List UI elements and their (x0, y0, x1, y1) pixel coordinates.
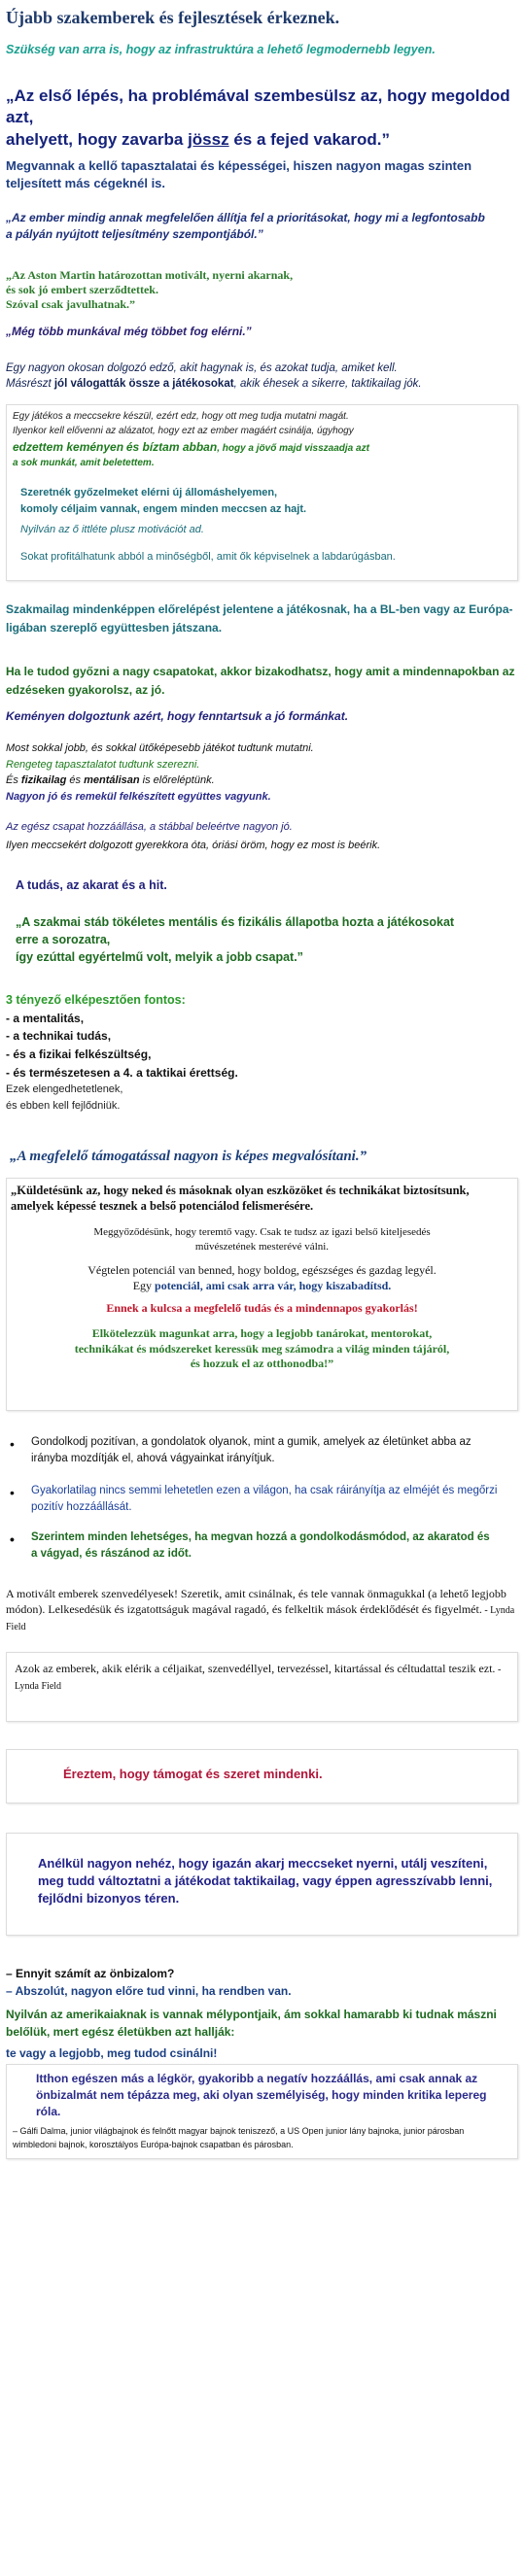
american-text: Nyilván az amerikaiaknak is vannak mélypontjaik, ám sokkal hamarabb ki tudnak mászni belőlük, mert egész életükben azt hallják: (6, 2008, 497, 2039)
quote-staff: „A szakmai stáb tökéletes mentális és fizikális állapotba hozta a játékosokat erre a sorozatra, így ezúttal egyértelmű volt, melyik a jobb csapat.” (16, 915, 455, 965)
quote-aston-martin: „Az Aston Martin határozottan motivált, nyerni akarnak, és sok jó embert szerződtettek. Szóval csak javulhatnak.” (6, 268, 294, 311)
better-game-text: Most sokkal jobb, és sokkal ütőképesebb játékot tudtunk mutatni. Rengeteg tapasztalatot tudtunk szerezni. És fizikailag és mentálisan is előreléptünk. Nagyon jó és remekül felkészített együttes vagyunk. (6, 742, 314, 803)
home-box: Itthon egészen más a légkör, gyakoribb a negatív hozzáállás, ami csak annak az önbizalmát nem tépázza meg, aki olyan személyiség, hogy minden kritika lepereg róla. – Gálfi Dalma, junior világbajnok és felnőtt magyar bajnok teniszező, a US Open junior lány bajnoka, junior párosban wimbledoni bajnok, korosztályos Európa-bajnok csapatban és párosban. (6, 2064, 518, 2159)
experience-text: Megvannak a kellő tapasztalatai és képességei, hiszen nagyon magas szinten teljesített más cégeknél is. (6, 158, 472, 190)
bullet-item: • Gondolkodj pozitívan, a gondolatok olyanok, mint a gumik, amelyek az életünket abba az irányba mozdítják el, ahová vágyainkat irányítjuk. (31, 1434, 498, 1466)
quote-more-work: „Még több munkával még többet fog elérni.” (6, 325, 252, 338)
coach-text: Egy nagyon okosan dolgozó edző, akit hagynak is, és azokat tudja, amiket kell. Másrészt jól válogatták össze a játékosokat, akik éhesek a sikerre, taktikailag jók. (6, 362, 422, 390)
progress-text: Szakmailag mindenképpen előrelépést jelentene a játékosnak, ha a BL-ben vagy az Európa-ligában szereplő együttesben játszana. (6, 602, 513, 635)
page-title: Újabb szakemberek és fejlesztések érkeznek. (6, 8, 340, 27)
quote-support: „A megfelelő támogatással nagyon is képes megvalósítani.” (10, 1149, 367, 1164)
support-box: Éreztem, hogy támogat és szeret mindenki. (6, 1749, 518, 1803)
confidence-dialog: – Ennyit számít az önbizalom? – Abszolút, nagyon előre tud vinni, ha rendben van. (6, 1967, 292, 1998)
attitude-text: Az egész csapat hozzáállása, a stábbal beleértve nagyon jó. Ilyen meccsekért dolgozott gyerekkora óta, óriási öröm, hogy ez most is beérik. (6, 821, 381, 851)
quote-box: Egy játékos a meccsekre készül, ezért edz, hogy ott meg tudja mutatni magát. Ilyenkor kell elővenni az alázatot, hogy ezt az ember magáért csinálja, úgyhogy edzettem keményen és bíztam abban, hogy a jövő majd visszaadja azt a sok munkát, amit beletettem. Szeretnék győzelmeket elérni új állomáshelyemen, komoly céljaim vannak, engem minden meccsen az hajt. Nyilván az ő ittléte plusz motivációt ad. Sokat profitálhatunk abból a minőségből, amit ők képviselnek a labdarúgásban. (6, 404, 518, 581)
knowledge-text: A tudás, az akarat és a hit. (16, 878, 167, 892)
factors-section: 3 tényező elképesztően fontos: - a mentalitás, - a technikai tudás, - és a fizikai felkészültség, - és természetesen a 4. a taktikai érettség. Ezek elengedhetetlenek, és ebben kell fejlődniük. (6, 993, 238, 1113)
hard-box: Anélkül nagyon nehéz, hogy igazán akarj meccseket nyerni, utálj veszíteni, meg tudd változtatni a játékodat taktikailag, vagy éppen agresszívabb lenni, fejlődni bizonyos téren. (6, 1833, 518, 1936)
lynda-field-box: Azok az emberek, akik elérik a céljaikat, szenvedéllyel, tervezéssel, kitartással és céltudattal teszik ezt. - Lynda Field (6, 1652, 518, 1722)
hard-work-text: Keményen dolgoztunk azért, hogy fenntartsuk a jó formánkat. (6, 709, 349, 723)
subtitle: Szükség van arra is, hogy az infrastruktúra a lehető legmodernebb legyen. (6, 43, 436, 56)
quote-priorities: „Az ember mindig annak megfelelően állítja fel a prioritásokat, hogy mi a legfontosabb a pályán nyújtott teljesítmény szempontjából.” (6, 211, 485, 241)
best-text: te vagy a legjobb, meg tudod csinálni! (6, 2046, 218, 2060)
beat-big-teams-text: Ha le tudod győzni a nagy csapatokat, akkor bizakodhatsz, hogy amit a mindennapokban az edzéseken gyakorolsz, az jó. (6, 665, 515, 697)
lynda-field-quote-1: A motivált emberek szenvedélyesek! Szeretik, amit csinálnak, és tele vannak önmagukkal (a lehető legjobb módon). Lelkesedésük és izgatottságuk magával ragadó, és felkeltik mások érdeklődését és figyelmét. - Lynda Field (6, 1587, 515, 1632)
quote-first-step: „Az első lépés, ha problémával szembesülsz az, hogy megoldod azt, ahelyett, hogy zavarba jössz és a fejed vakarod.” (6, 86, 510, 149)
bullet-item: • Szerintem minden lehetséges, ha megvan hozzá a gondolkodásmódod, az akaratod és a vágyad, és rászánod az időt. (31, 1529, 498, 1562)
bullet-item: • Gyakorlatilag nincs semmi lehetetlen ezen a világon, ha csak ráirányítja az elméjét és megőrzi pozitív hozzáállását. (31, 1483, 498, 1515)
mission-box: „Küldetésünk az, hogy neked és másoknak olyan eszközöket és technikákat biztosítsunk, amelyek képessé tesznek a belső potenciálod felismerésére. Meggyőződésünk, hogy teremtő vagy. Csak te tudsz az igazi belső kiteljesedés művészetének mesterévé válni. Végtelen potenciál van benned, hogy boldog, egészséges és gazdag legyél. Egy potenciál, ami csak arra vár, hogy kiszabadítsd. Ennek a kulcsa a megfelelő tudás és a mindennapos gyakorlás! Elkötelezzük magunkat arra, hogy a legjobb tanárokat, mentorokat, technikákat és módszereket keressük meg számodra a világ minden tájáról, és hozzuk el az otthonodba!” (6, 1178, 518, 1411)
